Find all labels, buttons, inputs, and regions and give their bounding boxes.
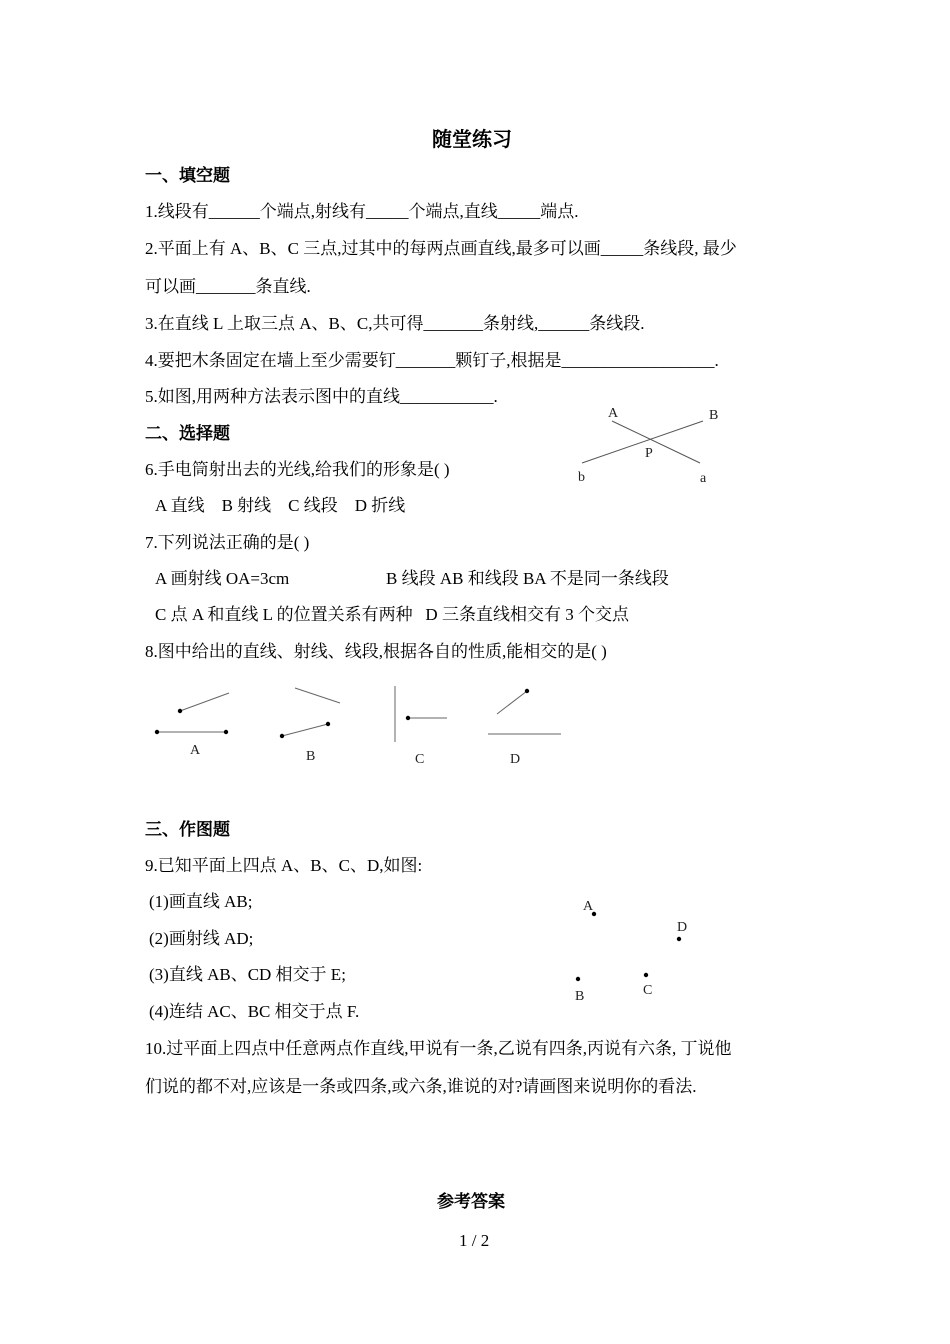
- fig8-label-C: C: [415, 752, 425, 767]
- question-9-step-1: (1)画直线 AB;: [149, 892, 253, 911]
- fig9-point-D: [677, 937, 681, 941]
- question-6: 6.手电筒射出去的光线,给我们的形象是( ): [145, 460, 450, 479]
- fig8-label-A: A: [190, 743, 201, 758]
- question-9-step-3: (3)直线 AB、CD 相交于 E;: [149, 965, 346, 984]
- line-Ba: [612, 421, 700, 463]
- fig8-B-segment-point-1: [280, 734, 284, 738]
- question-3: 3.在直线 L 上取三点 A、B、C,共可得_______条射线,______条线段.: [145, 314, 645, 333]
- fig8-A-segment-point-2: [224, 730, 228, 734]
- question-2-line-2: 可以画_______条直线.: [145, 277, 311, 296]
- fig9-label-A: A: [583, 899, 594, 914]
- fig8-B-segment-point-2: [326, 722, 330, 726]
- fig9-label-D: D: [677, 920, 688, 935]
- question-10-line-2: 们说的都不对,应该是一条或四条,或六条,谁说的对?请画图来说明你的看法.: [145, 1077, 697, 1096]
- question-7-option-b: B 线段 AB 和线段 BA 不是同一条线段: [386, 569, 669, 588]
- question-1: 1.线段有______个端点,射线有_____个端点,直线_____端点.: [145, 202, 579, 221]
- fig8-D-ray: [497, 691, 527, 714]
- fig9-label-B: B: [575, 989, 585, 1004]
- fig5-label-a: a: [700, 471, 707, 486]
- page-number: 1 / 2: [459, 1231, 490, 1250]
- section-heading-fill: 一、填空题: [145, 166, 230, 185]
- figure-q9: [575, 899, 687, 1004]
- fig8-B-line: [295, 688, 340, 703]
- question-5: 5.如图,用两种方法表示图中的直线___________.: [145, 387, 498, 406]
- question-6-options: A 直线 B 射线 C 线段 D 折线: [155, 496, 406, 515]
- fig8-A-segment-point-1: [155, 730, 159, 734]
- figure-q5: [578, 406, 718, 486]
- fig8-C-ray-point: [406, 716, 410, 720]
- fig8-A-ray-point: [178, 709, 182, 713]
- fig9-point-B: [576, 977, 580, 981]
- question-4: 4.要把木条固定在墙上至少需要钉_______颗钉子,根据是__________________.: [145, 351, 719, 370]
- section-heading-drawing: 三、作图题: [145, 820, 230, 839]
- question-7-option-a: A 画射线 OA=3cm: [155, 569, 290, 588]
- figure-q8: [155, 686, 561, 767]
- fig8-label-B: B: [306, 749, 316, 764]
- fig9-label-C: C: [643, 983, 653, 998]
- fig8-D-ray-point: [525, 689, 529, 693]
- fig5-label-B: B: [709, 408, 719, 423]
- fig5-label-b: b: [578, 470, 585, 485]
- fig8-label-D: D: [510, 752, 521, 767]
- question-9-step-2: (2)画射线 AD;: [149, 929, 254, 948]
- question-2-line-1: 2.平面上有 A、B、C 三点,过其中的每两点画直线,最多可以画_____条线段, 最少: [145, 239, 737, 258]
- question-10-line-1: 10.过平面上四点中任意两点作直线,甲说有一条,乙说有四条,丙说有六条, 丁说他: [145, 1039, 732, 1058]
- section-heading-choice: 二、选择题: [145, 424, 230, 443]
- page-title: 随堂练习: [432, 129, 512, 151]
- question-7-options-cd: C 点 A 和直线 L 的位置关系有两种 D 三条直线相交有 3 个交点: [155, 605, 629, 624]
- line-Bb: [582, 421, 703, 463]
- fig9-point-C: [644, 973, 648, 977]
- fig8-A-ray: [180, 693, 229, 711]
- question-7: 7.下列说法正确的是( ): [145, 533, 310, 552]
- question-9-step-4: (4)连结 AC、BC 相交于点 F.: [149, 1002, 360, 1021]
- fig5-label-P: P: [645, 446, 653, 461]
- fig8-B-segment: [282, 724, 328, 736]
- answer-heading: 参考答案: [437, 1192, 505, 1211]
- fig5-label-A: A: [608, 406, 619, 421]
- question-8: 8.图中给出的直线、射线、线段,根据各自的性质,能相交的是( ): [145, 642, 607, 661]
- question-9: 9.已知平面上四点 A、B、C、D,如图:: [145, 856, 423, 875]
